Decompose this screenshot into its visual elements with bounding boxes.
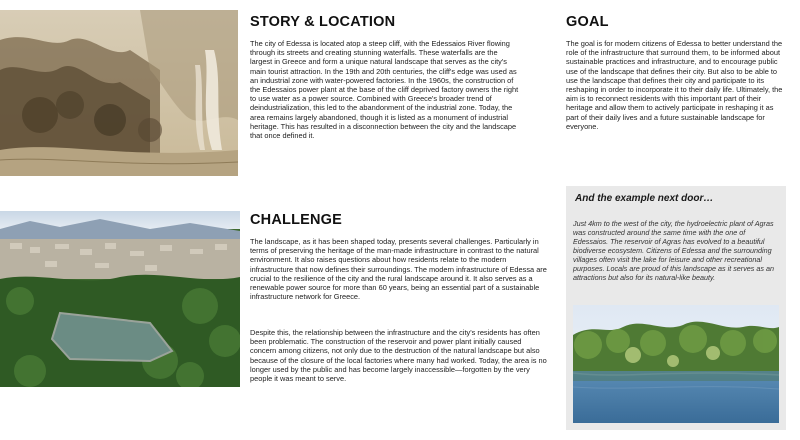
example-box <box>566 186 786 430</box>
example-title: And the example next door… <box>575 193 714 204</box>
edessa-aerial-photo <box>0 211 240 387</box>
challenge-paragraph-1: The landscape, as it has been shaped today, presents several challenges. Particularly in terms of preserving the heritage of the man-made infrastructure in contrast to the natural environment. It also raises questions about how residents relate to the modern infrastructure that now defines their surroundings. The modern infrastructure of Edessa are crucial to the resilience of the city and the rural landscape around it. It also serves as a renewable power source for more than 60 years, being an essential part of a sustainable infrastructure network for Greece. <box>250 237 547 302</box>
edessa-waterfall-engraving <box>0 10 238 176</box>
story-title: STORY & LOCATION <box>250 14 396 30</box>
example-paragraph: Just 4km to the west of the city, the hydroelectric plant of Agras was constructed around the same time with the one of Edessaios. The reservoir of Agras has evolved to a beautiful biodiverse ecosystem. Citizens of Edessa and the surrounding villages often visit the lake for leisure and other recreational purposes. Locals are proud of this landscape as it serves as an attractions but also for its natural-like beauty. <box>573 219 774 282</box>
story-paragraph: The city of Edessa is located atop a steep cliff, with the Edessaios River flowing through its streets and creating stunning waterfalls. These waterfalls are the largest in Greece and form a unique natural landscape that serves as the city's main tourist attraction. In the 19th and 20th centuries, the cliff's edge was used as an industrial zone with water-powered factories. In the 1960s, the construction of the Edessaios power plant at the base of the cliff deprived factory owners the right to use water as a power source. Combined with Greece's broader trend of deindustrialization, this led to the abandonment of the industrial zone. Today, the area remains largely abandoned, though it is listed as a monument of industrial heritage. This has resulted in a disconnection between the city and the landscape that once defined it. <box>250 39 519 141</box>
challenge-title: CHALLENGE <box>250 212 343 228</box>
goal-title: GOAL <box>566 14 609 30</box>
agras-lake-photo <box>573 305 779 423</box>
goal-paragraph: The goal is for modern citizens of Edessa to better understand the role of the infrastructure that surround them, to be informed about sustainable practices and infrastructure, and to encourage public use of the landscape that defines their city. But also to be able to use the landscape that defines their city and participate to its reshaping in order to incorporate it to their daily life. Ultimately, the aim is to reconnect residents with this important part of their heritage and allow them to actively participate in reshaping it as part of their daily lives and a future sustainable landscape for everyone. <box>566 39 783 131</box>
challenge-paragraph-2: Despite this, the relationship between the infrastructure and the city's residents has often been problematic. The construction of the reservoir and power plant initially caused concern among citizens, not only due to the destruction of the natural landscape but also because of the closure of the local factories where many had worked. Today, the area is no longer used by the public and has become largely inaccessible—forgotten by the very people it was meant to serve. <box>250 328 547 384</box>
